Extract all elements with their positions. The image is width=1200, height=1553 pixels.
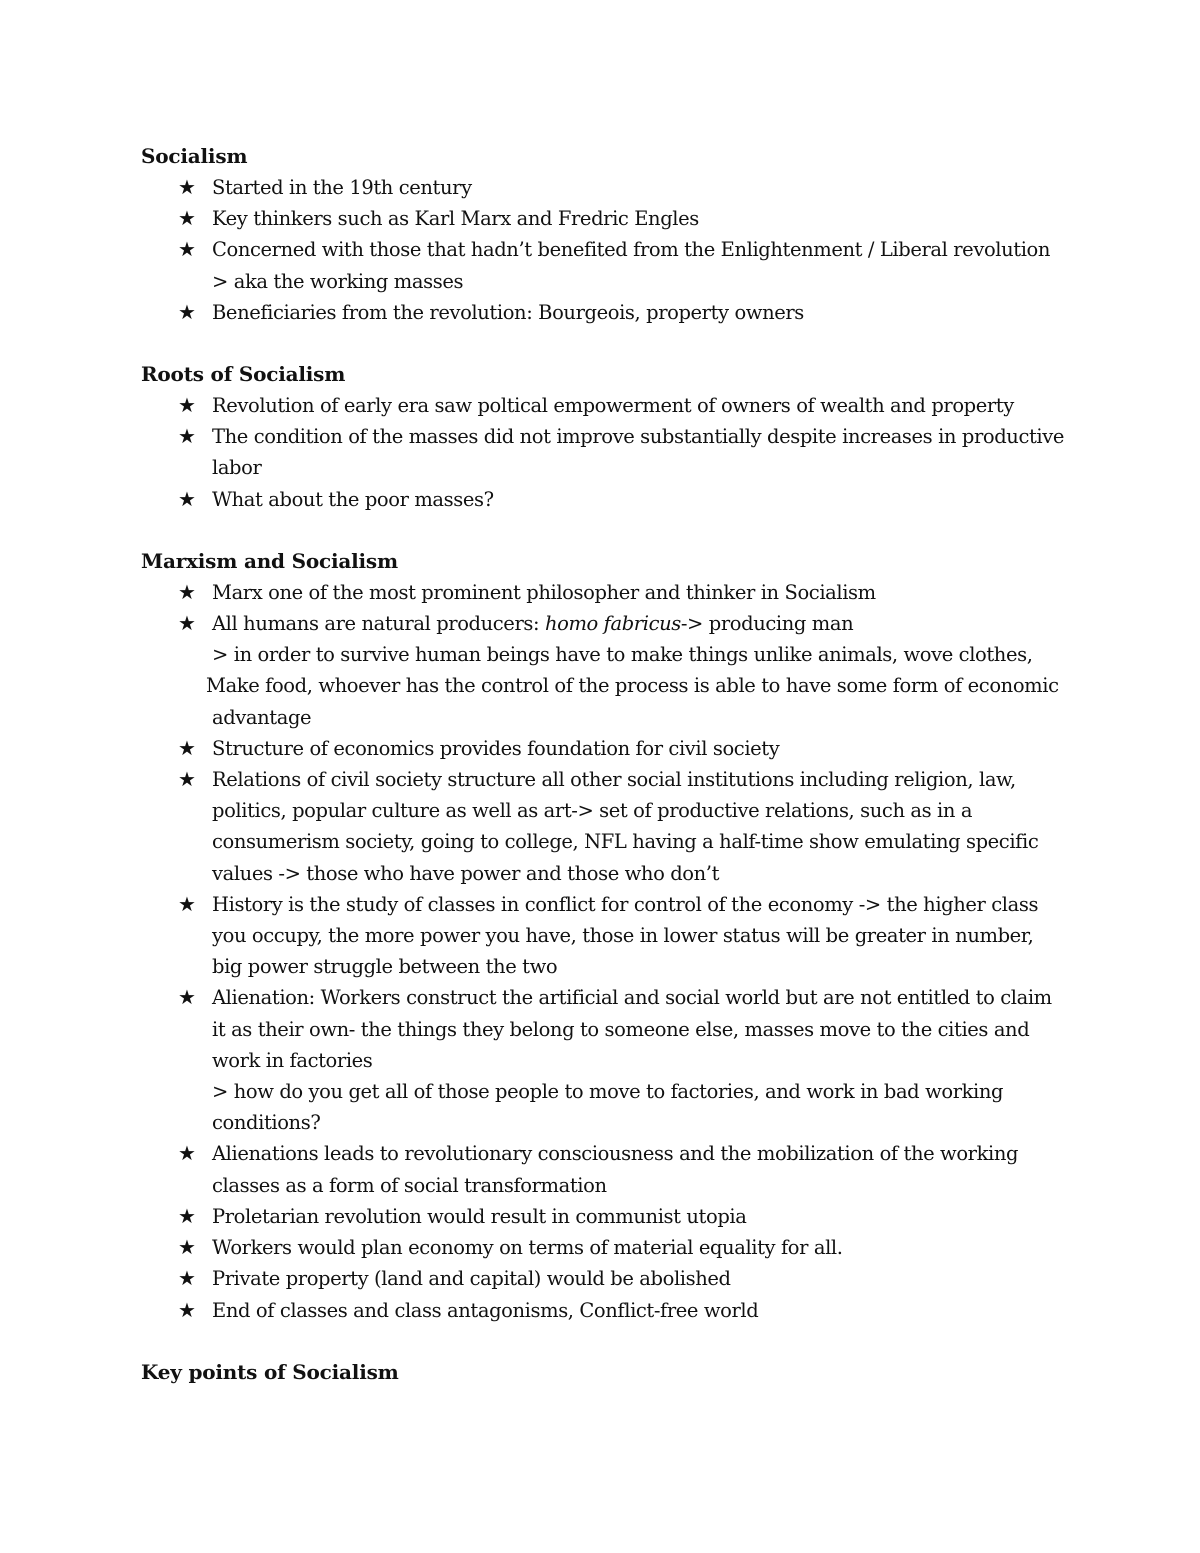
item-text-continued: you occupy, the more power you have, those in lower status will be greater in number, bbox=[212, 924, 1034, 948]
item-text-continued: classes as a form of social transformation bbox=[212, 1173, 607, 1197]
list-item bbox=[141, 764, 1081, 889]
bullet-list bbox=[141, 172, 1081, 328]
item-text: Structure of economics provides foundation for civil society bbox=[212, 736, 780, 760]
list-item bbox=[141, 889, 1081, 983]
item-text: Relations of civil society structure all other social institutions including religion, law, bbox=[212, 768, 1016, 792]
list-item bbox=[141, 577, 1081, 608]
star-bullet-icon: ★ bbox=[178, 767, 196, 792]
item-text-before: All humans are natural producers: bbox=[212, 612, 545, 636]
list-item bbox=[141, 390, 1081, 421]
star-bullet-icon: ★ bbox=[178, 891, 196, 916]
star-bullet-icon: ★ bbox=[178, 1297, 196, 1322]
section-key-points-of-socialism bbox=[141, 1357, 1081, 1388]
item-subtext: > in order to survive human beings have to make things unlike animals, wove clothes, bbox=[212, 643, 1033, 667]
section-heading: Roots of Socialism bbox=[141, 362, 346, 387]
star-bullet-icon: ★ bbox=[178, 611, 196, 636]
section-roots-of-socialism bbox=[141, 359, 1081, 515]
list-item bbox=[141, 1138, 1081, 1200]
item-text: Alienations leads to revolutionary consciousness and the mobilization of the working bbox=[212, 1142, 1019, 1166]
star-bullet-icon: ★ bbox=[178, 1141, 196, 1166]
item-text: Revolution of early era saw poltical empowerment of owners of wealth and property bbox=[212, 394, 1014, 418]
item-subtext-continued: Make food, whoever has the control of the process is able to have some form of economic bbox=[206, 674, 1059, 698]
star-bullet-icon: ★ bbox=[178, 735, 196, 760]
star-bullet-icon: ★ bbox=[178, 237, 196, 262]
item-text bbox=[212, 608, 1081, 639]
star-bullet-icon: ★ bbox=[178, 486, 196, 511]
item-text: Key thinkers such as Karl Marx and Fredric Engles bbox=[212, 207, 699, 231]
section-socialism bbox=[141, 141, 1081, 328]
star-bullet-icon: ★ bbox=[178, 1203, 196, 1228]
star-bullet-icon: ★ bbox=[178, 424, 196, 449]
item-text-continued: it as their own- the things they belong to someone else, masses move to the cities and bbox=[212, 1017, 1030, 1041]
star-bullet-icon: ★ bbox=[178, 175, 196, 199]
item-text: Proletarian revolution would result in communist utopia bbox=[212, 1204, 747, 1228]
latin-term: homo fabricus bbox=[544, 612, 681, 636]
list-item bbox=[141, 1232, 1081, 1263]
star-bullet-icon: ★ bbox=[178, 206, 196, 231]
item-text-continued: work in factories bbox=[212, 1048, 373, 1072]
section-marxism-and-socialism bbox=[141, 546, 1081, 1326]
section-heading: Key points of Socialism bbox=[141, 1359, 399, 1384]
list-item bbox=[141, 1263, 1081, 1294]
list-item bbox=[141, 297, 1081, 328]
list-item bbox=[141, 172, 1081, 203]
item-text: History is the study of classes in conflict for control of the economy -> the higher class bbox=[212, 892, 1039, 916]
item-subtext-continued: advantage bbox=[212, 705, 312, 729]
item-text-continued: big power struggle between the two bbox=[212, 955, 558, 979]
item-text-continued: consumerism society, going to college, NFL having a half-time show emulating specific bbox=[212, 830, 1039, 854]
bullet-list bbox=[141, 390, 1081, 515]
bullet-list bbox=[141, 577, 1081, 1326]
star-bullet-icon: ★ bbox=[178, 579, 196, 604]
item-text-after: -> producing man bbox=[680, 612, 854, 636]
item-text-continued: labor bbox=[212, 456, 262, 480]
section-heading: Socialism bbox=[141, 144, 248, 168]
item-subtext: > how do you get all of those people to move to factories, and work in bad working bbox=[212, 1080, 1004, 1104]
item-text: The condition of the masses did not improve substantially despite increases in productive bbox=[212, 425, 1065, 449]
list-item bbox=[141, 982, 1081, 1138]
item-text-continued: politics, popular culture as well as art-> set of productive relations, such as in a bbox=[212, 799, 973, 823]
list-item bbox=[141, 234, 1081, 296]
star-bullet-icon: ★ bbox=[178, 985, 196, 1010]
star-bullet-icon: ★ bbox=[178, 299, 196, 324]
list-item bbox=[141, 608, 1081, 733]
list-item bbox=[141, 484, 1081, 515]
star-bullet-icon: ★ bbox=[178, 1235, 196, 1260]
list-item bbox=[141, 203, 1081, 234]
item-text: Workers would plan economy on terms of material equality for all. bbox=[212, 1236, 843, 1260]
list-item bbox=[141, 1295, 1081, 1326]
item-text: Beneficiaries from the revolution: Bourgeois, property owners bbox=[212, 300, 804, 324]
item-text: Marx one of the most prominent philosopher and thinker in Socialism bbox=[212, 580, 876, 604]
item-text: Started in the 19th century bbox=[212, 176, 472, 199]
item-text: Alienation: Workers construct the artificial and social world but are not entitled to claim bbox=[212, 986, 1052, 1010]
list-item bbox=[141, 421, 1081, 483]
item-text: What about the poor masses? bbox=[212, 487, 494, 511]
item-text: Concerned with those that hadn’t benefited from the Enlightenment / Liberal revolution bbox=[212, 238, 1051, 262]
item-text-continued: values -> those who have power and those who don’t bbox=[212, 861, 720, 885]
item-text: End of classes and class antagonisms, Conflict-free world bbox=[212, 1298, 759, 1322]
list-item bbox=[141, 733, 1081, 764]
document-body bbox=[141, 141, 1081, 1388]
star-bullet-icon: ★ bbox=[178, 1266, 196, 1291]
item-subtext: > aka the working masses bbox=[212, 269, 464, 293]
star-bullet-icon: ★ bbox=[178, 393, 196, 418]
section-heading: Marxism and Socialism bbox=[141, 548, 398, 573]
item-subtext-continued: conditions? bbox=[212, 1111, 321, 1135]
list-item bbox=[141, 1201, 1081, 1232]
item-text: Private property (land and capital) would be abolished bbox=[212, 1267, 731, 1291]
